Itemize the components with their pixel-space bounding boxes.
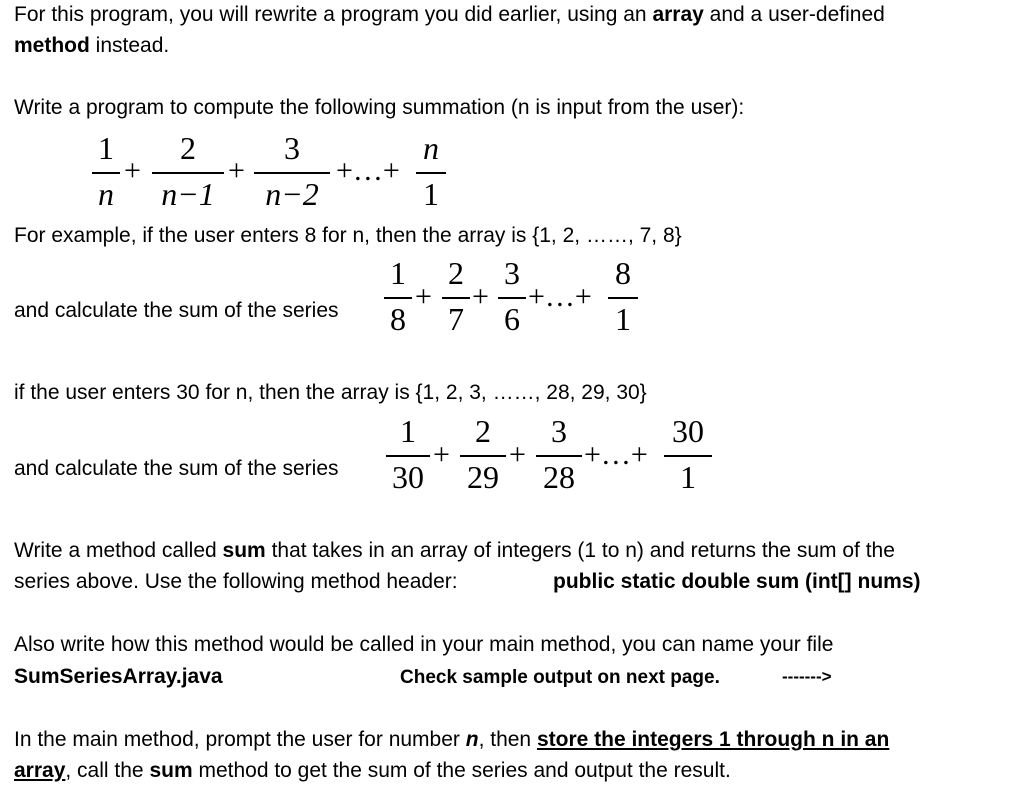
frac-bar — [664, 455, 712, 457]
final-text-post: , call the — [65, 759, 150, 782]
method-name-sum: sum — [149, 759, 193, 782]
check-sample-note: Check sample output on next page. — [400, 667, 720, 688]
frac-numerator: 2 — [180, 130, 196, 166]
frac-numerator: n — [423, 130, 439, 166]
task-statement: Write a program to compute the following summation (n is input from the user): — [14, 96, 745, 119]
frac-denominator: 8 — [390, 301, 406, 337]
plus-operator: + — [433, 438, 450, 471]
plus-operator: + — [509, 438, 526, 471]
frac-bar — [92, 172, 120, 174]
frac-bar — [384, 297, 412, 299]
frac-numerator: 2 — [475, 413, 491, 449]
method-desc-line-1 — [14, 538, 895, 564]
frac-numerator: 8 — [615, 255, 631, 291]
frac-bar — [498, 297, 526, 299]
frac-denominator: n−1 — [161, 176, 215, 212]
final-text: In the main method, prompt the user for number — [14, 728, 466, 751]
example2-text: if the user enters 30 for n, then the array is {1, 2, 3, ……, 28, 29, 30} — [14, 381, 647, 404]
final-text-end: method to get the sum of the series and output the result. — [192, 759, 731, 782]
frac-numerator: 1 — [390, 255, 406, 291]
method-desc-text-post: that takes in an array of integers (1 to n) and returns the sum of the — [265, 539, 895, 562]
frac-term-1 — [384, 255, 412, 341]
example2-label: and calculate the sum of the series — [14, 457, 339, 480]
plus-ellipsis-operator: +…+ — [336, 154, 400, 187]
plus-operator: + — [472, 280, 489, 313]
frac-denominator: n — [98, 176, 114, 212]
frac-term-n — [608, 255, 638, 341]
frac-denominator: n−2 — [265, 176, 319, 212]
frac-term-1 — [386, 413, 430, 499]
frac-term-2 — [442, 255, 470, 341]
frac-term-3 — [254, 130, 330, 216]
intro-line-2 — [14, 33, 169, 59]
frac-bar — [536, 455, 582, 457]
variable-n: n — [465, 728, 479, 751]
frac-denominator: 7 — [448, 301, 464, 337]
frac-bar — [460, 455, 506, 457]
plus-ellipsis-operator: +…+ — [528, 280, 592, 313]
intro-line-1 — [14, 2, 885, 28]
intro-bold-array: array — [652, 3, 704, 26]
store-integers-emphasis: store the integers 1 through n in an — [536, 728, 890, 751]
intro-text-post: instead. — [89, 34, 170, 57]
plus-operator: + — [228, 154, 245, 187]
frac-numerator: 3 — [504, 255, 520, 291]
frac-denominator: 1 — [680, 459, 696, 495]
frac-term-1 — [92, 130, 120, 216]
example1-label: and calculate the sum of the series — [14, 299, 339, 322]
frac-denominator: 29 — [467, 459, 499, 495]
frac-numerator: 1 — [98, 130, 114, 166]
frac-term-n — [416, 130, 446, 216]
frac-denominator: 6 — [504, 301, 520, 337]
frac-term-2 — [460, 413, 506, 499]
method-header: public static double sum (int[] nums) — [553, 570, 921, 593]
plus-operator: + — [124, 154, 141, 187]
intro-bold-method: method — [14, 34, 90, 57]
frac-bar — [442, 297, 470, 299]
frac-numerator: 2 — [448, 255, 464, 291]
frac-numerator: 30 — [672, 413, 704, 449]
plus-operator: + — [415, 280, 432, 313]
final-line-2 — [14, 758, 731, 784]
frac-denominator: 1 — [423, 176, 439, 212]
frac-denominator: 28 — [543, 459, 575, 495]
frac-bar — [386, 455, 430, 457]
intro-text: For this program, you will rewrite a program you did earlier, using an — [14, 3, 653, 26]
frac-denominator: 30 — [392, 459, 424, 495]
plus-ellipsis-operator: +…+ — [584, 438, 648, 471]
frac-term-3 — [536, 413, 582, 499]
frac-bar — [152, 172, 224, 174]
method-name-sum: sum — [222, 539, 266, 562]
intro-text-mid: and a user-defined — [703, 3, 885, 26]
method-desc-text: Write a method called — [14, 539, 223, 562]
example1-text: For example, if the user enters 8 for n, then the array is {1, 2, ……, 7, 8} — [14, 224, 682, 247]
frac-term-2 — [152, 130, 224, 216]
frac-numerator: 3 — [284, 130, 300, 166]
filename: SumSeriesArray.java — [14, 665, 223, 688]
final-text-mid: , then — [478, 728, 537, 751]
array-emphasis: array — [14, 759, 66, 782]
frac-bar — [608, 297, 638, 299]
frac-numerator: 3 — [551, 413, 567, 449]
main-call-line-1: Also write how this method would be called in your main method, you can name your file — [14, 633, 834, 656]
frac-term-3 — [498, 255, 526, 341]
frac-denominator: 1 — [615, 301, 631, 337]
frac-bar — [254, 172, 330, 174]
frac-bar — [416, 172, 446, 174]
final-line-1 — [14, 727, 889, 753]
frac-term-n — [664, 413, 712, 499]
frac-numerator: 1 — [400, 413, 416, 449]
arrow-indicator: -------> — [782, 667, 832, 686]
method-desc-line-2: series above. Use the following method header: — [14, 570, 458, 593]
